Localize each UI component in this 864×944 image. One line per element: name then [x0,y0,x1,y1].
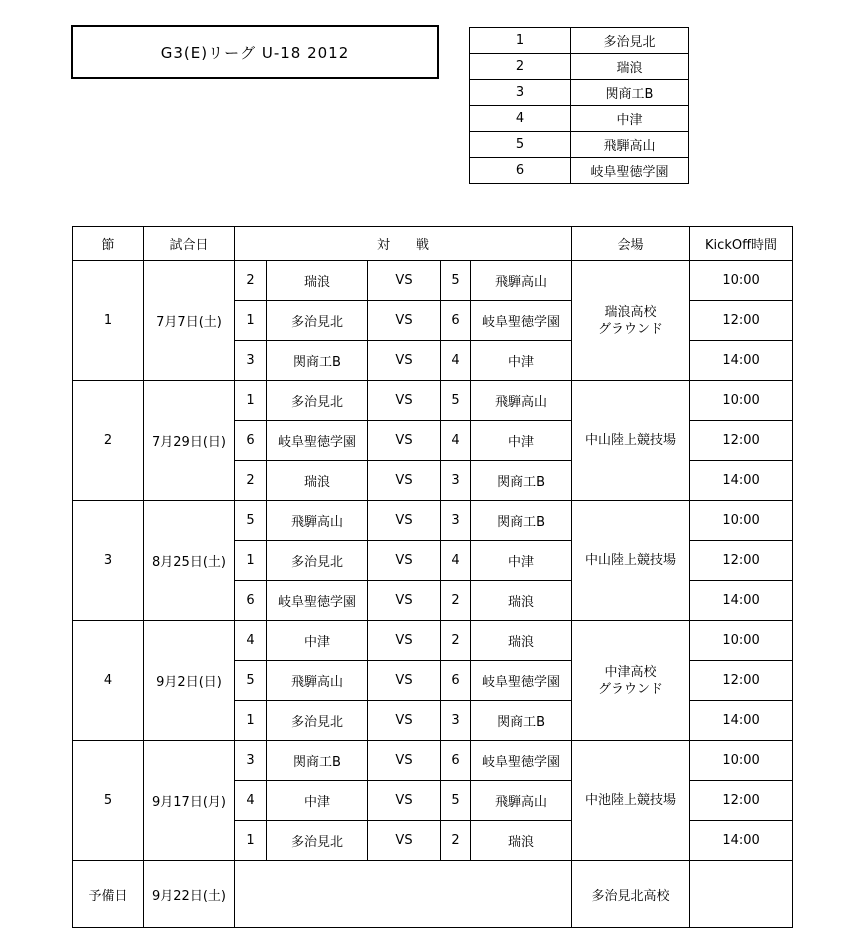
away-team-name: 関商工B [471,701,572,741]
home-team-number: 6 [235,581,267,621]
home-team-number: 4 [235,781,267,821]
kickoff-time: 10:00 [690,741,793,781]
team-row [470,80,689,106]
team-name: 瑞浪 [571,54,689,80]
venue-line: 瑞浪高校 [604,304,657,320]
away-team-number: 6 [441,661,471,701]
team-number: 3 [470,80,571,106]
team-name: 岐阜聖徳学園 [571,158,689,184]
vs-label: VS [368,821,441,861]
venue-line: グラウンド [598,681,664,697]
header-match: 対 戦 [235,227,572,261]
kickoff-time: 12:00 [690,301,793,341]
spare-day-date: 9月22日(土) [144,861,235,928]
home-team-name: 岐阜聖徳学園 [267,581,368,621]
spare-day-label: 予備日 [73,861,144,928]
match-row [73,381,793,421]
kickoff-time: 10:00 [690,261,793,301]
kickoff-time: 14:00 [690,341,793,381]
kickoff-time: 12:00 [690,781,793,821]
home-team-number: 2 [235,261,267,301]
away-team-number: 6 [441,301,471,341]
header-round: 節 [73,227,144,261]
away-team-number: 2 [441,621,471,661]
away-team-name: 瑞浪 [471,581,572,621]
home-team-number: 3 [235,341,267,381]
home-team-name: 関商工B [267,341,368,381]
vs-label: VS [368,421,441,461]
match-date: 8月25日(土) [144,501,235,621]
team-name: 中津 [571,106,689,132]
team-row [470,106,689,132]
away-team-number: 5 [441,781,471,821]
venue [572,501,690,621]
team-row [470,132,689,158]
away-team-name: 瑞浪 [471,821,572,861]
home-team-name: 中津 [267,781,368,821]
team-number: 4 [470,106,571,132]
vs-label: VS [368,301,441,341]
team-row [470,28,689,54]
kickoff-time: 14:00 [690,821,793,861]
away-team-number: 4 [441,341,471,381]
vs-label: VS [368,581,441,621]
vs-label: VS [368,261,441,301]
vs-label: VS [368,781,441,821]
round-number: 3 [73,501,144,621]
home-team-name: 多治見北 [267,541,368,581]
home-team-number: 1 [235,541,267,581]
vs-label: VS [368,341,441,381]
vs-label: VS [368,381,441,421]
away-team-name: 飛騨高山 [471,781,572,821]
away-team-number: 5 [441,261,471,301]
home-team-number: 1 [235,701,267,741]
team-number: 5 [470,132,571,158]
round-number: 5 [73,741,144,861]
team-list-table [469,27,689,184]
spare-day-row [73,861,793,928]
home-team-name: 多治見北 [267,821,368,861]
away-team-name: 中津 [471,421,572,461]
match-row [73,741,793,781]
league-title: G3(E)リーグ U-18 2012 [71,25,439,79]
home-team-name: 多治見北 [267,701,368,741]
vs-label: VS [368,661,441,701]
match-date: 7月29日(日) [144,381,235,501]
match-date: 9月2日(日) [144,621,235,741]
kickoff-time: 10:00 [690,621,793,661]
kickoff-time: 14:00 [690,461,793,501]
schedule-header-row [73,227,793,261]
away-team-number: 2 [441,821,471,861]
home-team-number: 4 [235,621,267,661]
home-team-number: 5 [235,661,267,701]
home-team-name: 岐阜聖徳学園 [267,421,368,461]
away-team-name: 岐阜聖徳学園 [471,301,572,341]
away-team-name: 岐阜聖徳学園 [471,661,572,701]
vs-label: VS [368,461,441,501]
away-team-number: 3 [441,461,471,501]
home-team-number: 6 [235,421,267,461]
team-number: 1 [470,28,571,54]
venue [572,621,690,741]
home-team-number: 1 [235,301,267,341]
home-team-name: 中津 [267,621,368,661]
home-team-name: 多治見北 [267,381,368,421]
venue-line: グラウンド [598,321,664,337]
team-name: 多治見北 [571,28,689,54]
venue [572,741,690,861]
match-date: 9月17日(月) [144,741,235,861]
home-team-number: 3 [235,741,267,781]
home-team-number: 1 [235,381,267,421]
away-team-name: 関商工B [471,461,572,501]
spare-day-venue: 多治見北高校 [572,861,690,928]
away-team-name: 岐阜聖徳学園 [471,741,572,781]
vs-label: VS [368,621,441,661]
home-team-name: 関商工B [267,741,368,781]
away-team-number: 5 [441,381,471,421]
spare-day-kickoff [690,861,793,928]
team-name: 関商工B [571,80,689,106]
kickoff-time: 10:00 [690,381,793,421]
vs-label: VS [368,701,441,741]
kickoff-time: 10:00 [690,501,793,541]
home-team-number: 1 [235,821,267,861]
vs-label: VS [368,541,441,581]
away-team-number: 3 [441,701,471,741]
away-team-name: 中津 [471,541,572,581]
venue-line: 中池陸上競技場 [585,793,677,808]
away-team-name: 飛騨高山 [471,381,572,421]
kickoff-time: 14:00 [690,581,793,621]
round-number: 4 [73,621,144,741]
home-team-name: 飛騨高山 [267,501,368,541]
away-team-number: 3 [441,501,471,541]
team-row [470,54,689,80]
venue [572,381,690,501]
spare-day-match [235,861,572,928]
venue-line: 中津高校 [604,664,657,680]
match-date: 7月7日(土) [144,261,235,381]
away-team-name: 瑞浪 [471,621,572,661]
team-row [470,158,689,184]
vs-label: VS [368,741,441,781]
home-team-name: 瑞浪 [267,261,368,301]
home-team-name: 瑞浪 [267,461,368,501]
away-team-number: 6 [441,741,471,781]
kickoff-time: 14:00 [690,701,793,741]
venue-line: 中山陸上競技場 [585,433,677,448]
match-row [73,261,793,301]
round-number: 2 [73,381,144,501]
header-kickoff: KickOff時間 [690,227,793,261]
home-team-number: 5 [235,501,267,541]
team-number: 2 [470,54,571,80]
home-team-name: 飛騨高山 [267,661,368,701]
match-row [73,501,793,541]
team-number: 6 [470,158,571,184]
away-team-name: 中津 [471,341,572,381]
kickoff-time: 12:00 [690,661,793,701]
kickoff-time: 12:00 [690,541,793,581]
round-number: 1 [73,261,144,381]
kickoff-time: 12:00 [690,421,793,461]
venue [572,261,690,381]
away-team-number: 2 [441,581,471,621]
vs-label: VS [368,501,441,541]
away-team-name: 飛騨高山 [471,261,572,301]
header-venue: 会場 [572,227,690,261]
schedule-table [72,226,793,928]
header-date: 試合日 [144,227,235,261]
away-team-number: 4 [441,541,471,581]
away-team-number: 4 [441,421,471,461]
home-team-name: 多治見北 [267,301,368,341]
home-team-number: 2 [235,461,267,501]
away-team-name: 関商工B [471,501,572,541]
match-row [73,621,793,661]
team-name: 飛騨高山 [571,132,689,158]
venue-line: 中山陸上競技場 [585,553,677,568]
